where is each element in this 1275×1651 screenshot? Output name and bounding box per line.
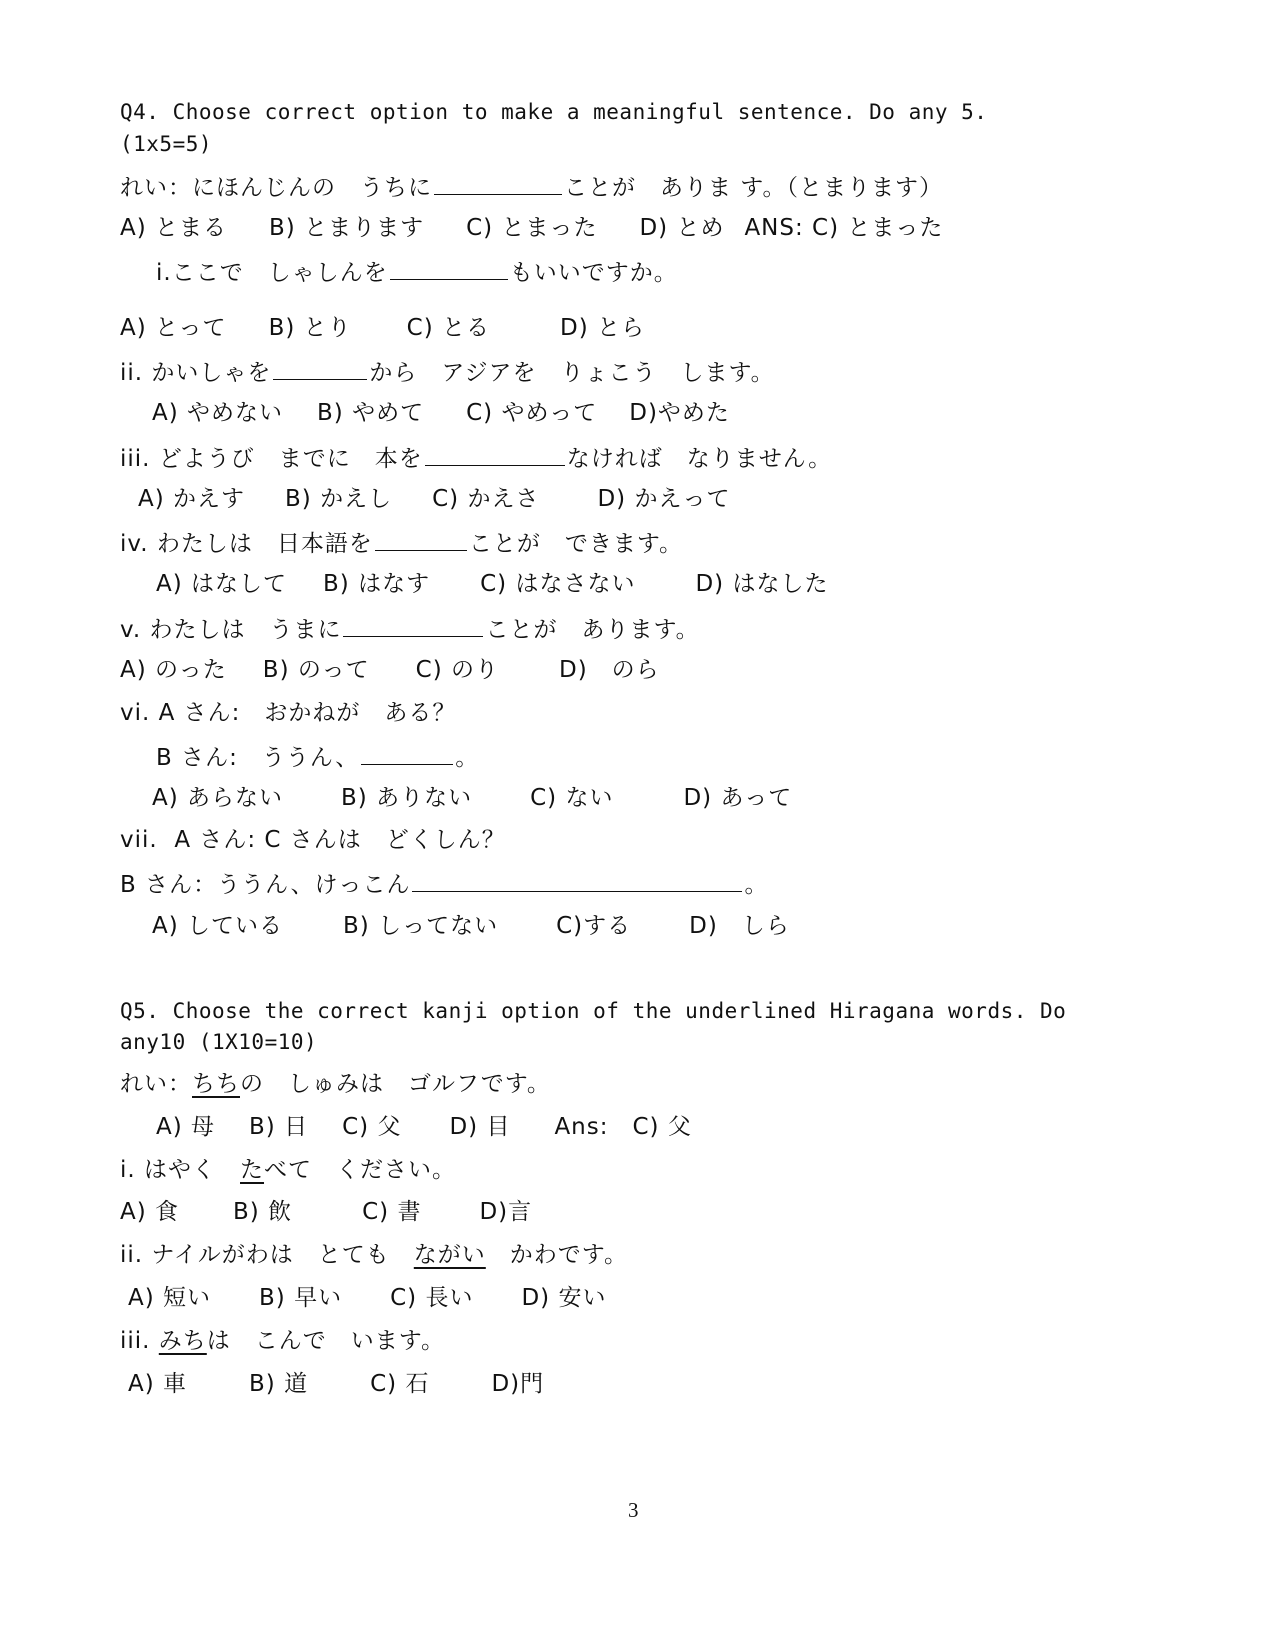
option-a: A) 短い [128, 1285, 212, 1311]
option-c: C) とまった [466, 215, 598, 241]
option-a: A) とって [120, 315, 227, 341]
q4-item-v [120, 614, 700, 644]
item-before: わたしは うまに [149, 617, 342, 643]
item-before: どようび までに 本を [158, 446, 423, 472]
option-c: C) 父 [342, 1114, 402, 1140]
option-c: C) 長い [390, 1285, 474, 1311]
item-number: i. [156, 260, 172, 286]
item-number: i. [120, 1157, 136, 1183]
q4-item-iv [120, 528, 683, 558]
item-before: ナイルがわは とても [151, 1242, 414, 1268]
answer-blank [375, 528, 467, 551]
q4-example-prefix: れい：にほんじんの うちに [120, 175, 432, 201]
option-c: C)する [556, 913, 632, 939]
option-b: B) 早い [259, 1285, 343, 1311]
answer-blank [434, 172, 562, 195]
item-after: ことが できます。 [468, 531, 684, 557]
option-b: B) はなす [323, 571, 431, 597]
item-number: ii. [120, 360, 144, 386]
option-a: A) とまる [120, 215, 228, 241]
option-c: C) のり [415, 657, 499, 683]
option-a: A) はなして [156, 571, 288, 597]
option-b: B) ありない [341, 785, 473, 811]
option-a: A) かえす [138, 486, 246, 512]
option-d: D) 目 [449, 1114, 511, 1140]
option-b: B) 日 [249, 1114, 309, 1140]
q4-item-i-options [120, 314, 687, 342]
q4-example-answer: ANS: C) とまった [744, 215, 944, 241]
option-c: C) ない [530, 785, 614, 811]
item-before: わたしは 日本語を [156, 531, 373, 557]
q4-example-sentence [120, 172, 943, 202]
q5-example-prefix: れい： [120, 1071, 192, 1097]
q5-item-ii [120, 1241, 628, 1269]
q5-example-sentence [120, 1070, 551, 1098]
item-line1: A さん: C さんは どくしん？ [174, 827, 506, 853]
option-d: D) 安い [521, 1285, 607, 1311]
answer-blank [273, 357, 367, 380]
q4-item-iii [120, 443, 832, 473]
q4-item-vi [120, 699, 456, 727]
q5-item-iii [120, 1327, 445, 1355]
item-number: iii. [120, 1328, 151, 1354]
option-b: B) かえし [285, 486, 393, 512]
option-a: A) あらない [152, 785, 284, 811]
answer-blank [343, 614, 483, 637]
option-a: A) 母 [156, 1114, 216, 1140]
option-d: D) かえって [597, 486, 731, 512]
option-a: A) のった [120, 657, 227, 683]
option-b: B) とり [268, 315, 352, 341]
item-after: 。 [455, 745, 480, 771]
underlined-word: みち [158, 1328, 207, 1354]
q5-item-i-options [120, 1198, 574, 1226]
q5-item-iii-options [128, 1370, 586, 1398]
option-c: C) 書 [362, 1199, 422, 1225]
option-a: A) 食 [120, 1199, 180, 1225]
q4-title: Q4. Choose correct option to make a meaningful sentence. Do any 5. [120, 100, 988, 124]
option-c: C) とる [406, 315, 490, 341]
item-after: から アジアを りょこう します。 [369, 360, 775, 386]
item-after: もいいですか。 [509, 260, 678, 286]
underlined-word: ちち [192, 1071, 240, 1097]
option-d: D) とめ [639, 215, 725, 241]
option-b: B) 道 [249, 1371, 309, 1397]
q4-item-vii [120, 826, 506, 854]
item-before: かいしゃを [151, 360, 272, 386]
item-before: はやく [144, 1157, 241, 1183]
q4-item-iii-options [138, 485, 772, 513]
q4-marks: (1x5=5) [120, 132, 213, 156]
option-b: B) やめて [317, 400, 425, 426]
q5-item-i [120, 1156, 456, 1184]
q5-example-options [156, 1113, 692, 1141]
answer-blank [361, 742, 453, 765]
q5-marks: any10 (1X10=10) [120, 1030, 318, 1054]
q4-item-ii-options [152, 399, 772, 427]
q4-item-vi-options [152, 784, 834, 812]
option-c: C) はなさない [480, 571, 636, 597]
item-after: なければ なりません。 [566, 446, 833, 472]
answer-blank [390, 257, 508, 280]
option-d: D)やめた [629, 400, 730, 426]
item-number: vii. [120, 827, 158, 853]
option-d: D) はなした [695, 571, 829, 597]
option-b: B) のって [262, 657, 370, 683]
option-b: B) とまります [269, 215, 425, 241]
option-c: C) かえさ [432, 486, 540, 512]
q4-example-suffix: ことが ありま す。（とまります） [564, 175, 943, 201]
underlined-word: ながい [413, 1242, 486, 1268]
answer-blank [425, 443, 565, 466]
option-d: D)門 [491, 1371, 545, 1397]
option-b: B) しってない [343, 913, 499, 939]
item-number: v. [120, 617, 142, 643]
q4-item-ii [120, 357, 775, 387]
q5-example-answer: Ans: C) 父 [554, 1114, 692, 1140]
option-a: A) やめない [152, 400, 284, 426]
item-number: iii. [120, 446, 151, 472]
option-a: A) 車 [128, 1371, 188, 1397]
q4-example-options [120, 214, 943, 242]
item-after: は こんで います。 [206, 1328, 445, 1354]
option-c: C) 石 [370, 1371, 430, 1397]
item-after: ことが あります。 [485, 617, 700, 643]
underlined-word: た [240, 1157, 265, 1183]
item-number: ii. [120, 1242, 144, 1268]
q5-example-suffix: の しゅみは ゴルフです。 [240, 1071, 551, 1097]
option-d: D) のら [558, 657, 660, 683]
q4-item-iv-options [156, 570, 870, 598]
q4-item-v-options [120, 656, 702, 684]
answer-blank [412, 869, 742, 892]
q4-item-vii-options [152, 912, 832, 940]
page-number: 3 [628, 1498, 639, 1522]
option-d: D) しら [689, 913, 790, 939]
option-d: D)言 [479, 1199, 533, 1225]
item-after: べて ください。 [264, 1157, 457, 1183]
q5-item-ii-options [128, 1284, 648, 1312]
q4-item-vii-reply [120, 869, 768, 899]
item-before: B さん: ううん、 [156, 745, 360, 771]
q4-item-vi-reply [156, 742, 479, 772]
item-before: B さん：ううん、けっこん [120, 872, 411, 898]
option-d: D) あって [683, 785, 793, 811]
option-a: A) している [152, 913, 284, 939]
option-c: C) やめって [466, 400, 598, 426]
option-b: B) 飲 [233, 1199, 293, 1225]
q4-item-i [156, 257, 678, 287]
option-d: D) とら [559, 315, 645, 341]
item-number: iv. [120, 531, 149, 557]
item-number: vi. [120, 700, 151, 726]
item-after: 。 [744, 872, 769, 898]
q5-title: Q5. Choose the correct kanji option of the underlined Hiragana words. Do [120, 999, 1067, 1023]
item-line1: A さん: おかねが ある？ [158, 700, 457, 726]
item-after: かわです。 [485, 1242, 628, 1268]
item-before: ここで しゃしんを [171, 260, 388, 286]
